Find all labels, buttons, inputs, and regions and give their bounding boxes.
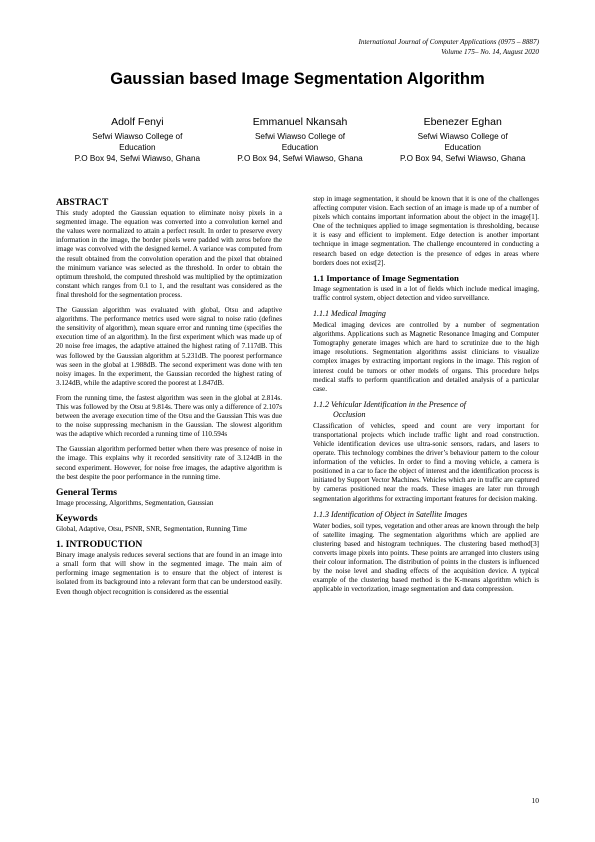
abstract-paragraph-2: The Gaussian algorithm was evaluated with global, Otsu and adaptive algorithms. The performance metrics used were signal to noise ratio (defines the sensitivity of algorithm), mean square error and running time (specifies the execution time of an algorithm). In the first experiment which was made up of 20 noise free images, the adaptive attained the highest rating of 7.117dB. This was followed by the Gaussian algorithm at 5.231dB. The poorest performance was seen in the global at 1.988dB. The second experiment was done with ten noisy images. In the experiment, the Gaussian recorded the highest rating of 3.124dB, while the adaptive scored the poorest at 1.847dB. bbox=[56, 306, 282, 387]
author-affiliation-cont: Education bbox=[119, 143, 156, 152]
author-affiliation-cont: Education bbox=[281, 143, 319, 152]
section-1-1-1-heading: 1.1.1 Medical Imaging bbox=[313, 309, 386, 319]
section-1-1-text: Image segmentation is used in a lot of fields which include medical imaging, traffic control system, object detection and video surveillance. bbox=[313, 284, 539, 302]
author-affiliation: Sefwi Wiawso College of bbox=[417, 132, 508, 141]
general-terms-heading: General Terms bbox=[56, 486, 118, 498]
author-address: P.O Box 94, Sefwi Wiawso, Ghana bbox=[237, 154, 363, 163]
author-affiliation: Sefwi Wiawso College of bbox=[92, 132, 183, 141]
author-3 bbox=[381, 116, 544, 164]
author-name: Ebenezer Eghan bbox=[423, 116, 502, 128]
section-1-1-2-text: Classification of vehicles, speed and count are very important for transportational projects which include traffic light and road construction. Vehicle identification devices use ultra-sonic sensors, radars, and lasers to operate. This technology combines the driver’s behaviour pattern to the colour information of the vehicles. In order to find a moving vehicle, a camera is positioned in a car to face the object of interest and the identification process is initiated by Support Vector Machines. Vehicles which are in traffic are captured by cameras positioned near the roads. These images are later run through segmentation algorithms for extracting important features for decision making. bbox=[313, 421, 539, 503]
section-1-1-2-heading-line2: Occlusion bbox=[333, 409, 366, 419]
abstract-heading: ABSTRACT bbox=[56, 197, 109, 208]
section-1-1-1-text: Medical imaging devices are controlled by a number of segmentation algorithms. Applications such as Magnetic Resonance Imaging and Computer Tomography generate images which are hard to scrutinize due to the high image resolutions. Segmentation algorithms assist clinicians to visualize complex images by extracting important regions in the image. This region of interest could be tumors or other models of organs. This procedure helps medical staffs to perform quantification and detailed analysis of a particular case. bbox=[313, 321, 539, 393]
section-1-1-3-text: Water bodies, soil types, vegetation and other areas are known through the help of satellite imaging. The segmentation algorithms which are applied are clustering based and histogram techniques. The clustering based method[3] converts image pixels into points. These points are arranged into clusters using their colour information. The distribution of points in the clusters is influenced by the noise level and shading effects of the acquisition device. A typical example of the clustering based method is the K-means algorithm which is applicable in vectorization, image segmentation and data compression. bbox=[313, 521, 539, 594]
paper-title: Gaussian based Image Segmentation Algorithm bbox=[110, 70, 485, 88]
author-name: Adolf Fenyi bbox=[111, 116, 164, 128]
introduction-paragraph: Binary image analysis reduces several sections that are found in an image into a small form that will show in the segmented image. The main aim of performing image segmentation is to ensure that the object of interest is isolated from its background into a relevant form that can be understood easily. Even though object recognition is considered as the essential bbox=[56, 551, 282, 596]
keywords-text: Global, Adaptive, Otsu, PSNR, SNR, Segmentation, Running Time bbox=[56, 525, 247, 533]
journal-volume: Volume 175– No. 14, August 2020 bbox=[441, 48, 539, 56]
author-affiliation-cont: Education bbox=[444, 143, 481, 152]
author-1 bbox=[56, 116, 219, 164]
abstract-paragraph-1: This study adopted the Gaussian equation to eliminate noisy pixels in a segmented image. The equation was converted into a convolution kernel and the values were normalized to attain a perfect result. In order to preserve every information in the image, the border pixels were padded with zeros before the image was convolved with the designed kernel. A variance was computed from the result obtained from the convolution operation and the pixel that obtained the minimum variance was selected as the threshold. In order to obtain the optimum threshold, the computed threshold was multiplied by the optimization constant which ranges from 0.1 to 1, and the resultant was considered as the final threshold for the segmentation process. bbox=[56, 209, 282, 299]
abstract-paragraph-3: From the running time, the fastest algorithm was seen in the global at 2.814s. This was followed by the Otsu at 9.814s. There was only a difference of 2.107s between the average execution time of the Otsu and the Gaussian This was due to the noise suppressing mechanism in the Gaussian. The slowest algorithm was the adaptive which recorded a running time of 110.594s bbox=[56, 393, 282, 439]
keywords-heading: Keywords bbox=[56, 512, 98, 524]
page-number: 10 bbox=[531, 796, 539, 805]
journal-name: International Journal of Computer Applications (0975 – 8887) bbox=[358, 38, 539, 46]
author-affiliation: Sefwi Wiawso College of bbox=[254, 132, 346, 141]
author-2 bbox=[219, 116, 382, 164]
author-name: Emmanuel Nkansah bbox=[252, 116, 348, 128]
abstract-paragraph-4: The Gaussian algorithm performed better when there was presence of noise in the image. This explains why it recorded sensitivity rate of 3.124dB in the second experiment. However, for noise free images, the adaptive algorithm is the best despite the poor performance in the running time. bbox=[56, 445, 282, 481]
journal-header bbox=[358, 37, 539, 57]
section-1-1-2-heading bbox=[313, 400, 539, 420]
left-column bbox=[56, 198, 282, 603]
right-column bbox=[313, 195, 539, 600]
author-address: P.O Box 94, Sefwi Wiawso, Ghana bbox=[399, 154, 526, 163]
general-terms-text: Image processing, Algorithms, Segmentation, Gaussian bbox=[56, 498, 214, 507]
introduction-continued: step in image segmentation, it should be known that it is one of the challenges affecting computer vision. Each section of an image is made up of a number of pixels which contains important information about the object in the image[1]. One of the techniques applied to image segmentation is thresholding, because it is easy and efficient to implement. Edge detection is another important technique in image segmentation. The challenge encountered in conducting a research based on edge detection is the presence of edges in areas where borders does not exist[2]. bbox=[313, 195, 539, 267]
section-1-1-heading: 1.1 Importance of Image Segmentation bbox=[313, 272, 459, 283]
introduction-heading: 1. INTRODUCTION bbox=[56, 539, 143, 551]
author-block bbox=[56, 116, 544, 164]
author-address: P.O Box 94, Sefwi Wiawso, Ghana bbox=[74, 154, 201, 163]
section-1-1-3-heading: 1.1.3 Identification of Object in Satellite Images bbox=[313, 509, 468, 519]
section-1-1-2-heading-line1: 1.1.2 Vehicular Identification in the Presence of bbox=[313, 399, 466, 409]
